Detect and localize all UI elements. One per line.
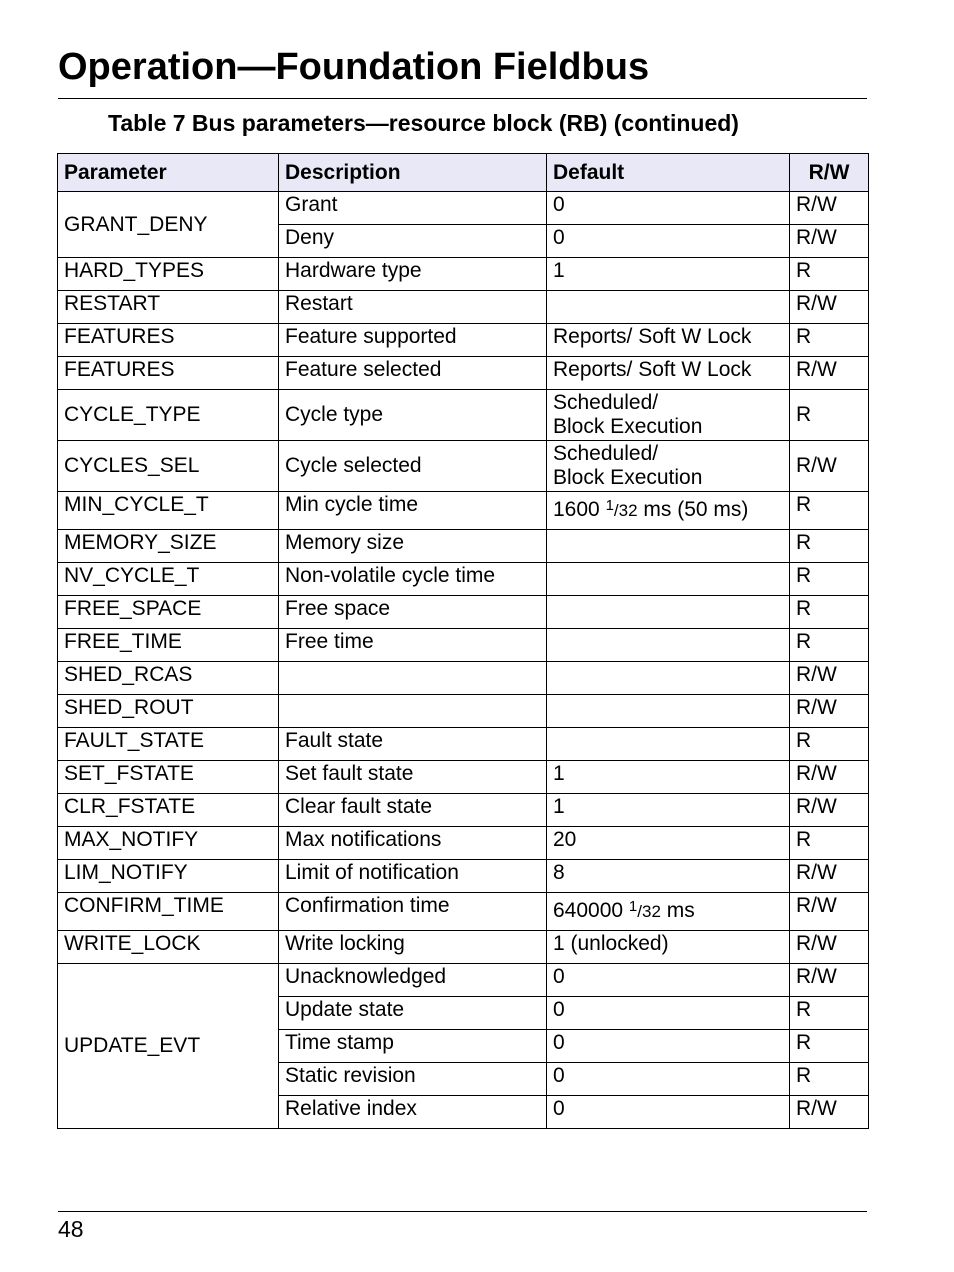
rw-cell: R bbox=[790, 728, 869, 761]
default-line: Scheduled/ bbox=[553, 391, 659, 414]
table-row bbox=[58, 441, 869, 492]
description-cell: Free time bbox=[279, 629, 547, 662]
rw-cell: R bbox=[790, 827, 869, 860]
table-row bbox=[58, 893, 869, 931]
description-cell: Set fault state bbox=[279, 761, 547, 794]
description-cell: Non-volatile cycle time bbox=[279, 563, 547, 596]
param-cell: UPDATE_EVT bbox=[58, 964, 279, 1129]
description-cell bbox=[279, 662, 547, 695]
default-cell: 8 bbox=[547, 860, 790, 893]
description-cell: Update state bbox=[279, 997, 547, 1030]
default-unit: ms bbox=[660, 899, 695, 922]
table-row bbox=[58, 492, 869, 530]
rw-cell: R/W bbox=[790, 695, 869, 728]
rw-cell: R bbox=[790, 629, 869, 662]
rw-cell: R/W bbox=[790, 860, 869, 893]
page-number: 48 bbox=[58, 1216, 84, 1242]
default-cell bbox=[547, 596, 790, 629]
param-cell: MIN_CYCLE_T bbox=[58, 492, 279, 530]
table-row bbox=[58, 258, 869, 291]
description-cell: Clear fault state bbox=[279, 794, 547, 827]
table-row bbox=[58, 761, 869, 794]
param-cell: FAULT_STATE bbox=[58, 728, 279, 761]
default-cell bbox=[547, 530, 790, 563]
rw-cell: R/W bbox=[790, 964, 869, 997]
param-cell: HARD_TYPES bbox=[58, 258, 279, 291]
rw-cell: R/W bbox=[790, 441, 869, 492]
table-row bbox=[58, 860, 869, 893]
description-cell: Restart bbox=[279, 291, 547, 324]
page-title: Operation—Foundation Fieldbus bbox=[58, 46, 650, 88]
table-row bbox=[58, 357, 869, 390]
default-cell bbox=[547, 629, 790, 662]
rw-cell: R bbox=[790, 563, 869, 596]
default-cell bbox=[547, 291, 790, 324]
description-cell: Free space bbox=[279, 596, 547, 629]
header-rw: R/W bbox=[790, 154, 869, 192]
default-number: 1600 bbox=[553, 498, 600, 521]
rw-cell: R/W bbox=[790, 931, 869, 964]
default-cell: 1 bbox=[547, 258, 790, 291]
param-cell: SET_FSTATE bbox=[58, 761, 279, 794]
param-cell: GRANT_DENY bbox=[58, 192, 279, 258]
rw-cell: R bbox=[790, 1063, 869, 1096]
fraction-numerator: 1 bbox=[628, 898, 638, 915]
table-row bbox=[58, 390, 869, 441]
default-cell bbox=[547, 728, 790, 761]
default-cell: 0 bbox=[547, 1030, 790, 1063]
rw-cell: R bbox=[790, 997, 869, 1030]
description-cell: Max notifications bbox=[279, 827, 547, 860]
default-line: Block Execution bbox=[553, 415, 703, 438]
default-cell: 1 bbox=[547, 761, 790, 794]
table-row bbox=[58, 695, 869, 728]
rw-cell: R/W bbox=[790, 357, 869, 390]
bus-parameters-table bbox=[57, 153, 869, 1129]
rw-cell: R/W bbox=[790, 794, 869, 827]
default-cell bbox=[547, 662, 790, 695]
table-row bbox=[58, 530, 869, 563]
rw-cell: R/W bbox=[790, 1096, 869, 1129]
description-cell: Write locking bbox=[279, 931, 547, 964]
param-cell: CYCLES_SEL bbox=[58, 441, 279, 492]
table-row bbox=[58, 192, 869, 225]
param-cell: CYCLE_TYPE bbox=[58, 390, 279, 441]
default-cell: 0 bbox=[547, 225, 790, 258]
param-cell: NV_CYCLE_T bbox=[58, 563, 279, 596]
default-cell: 0 bbox=[547, 997, 790, 1030]
default-line: Block Execution bbox=[553, 466, 703, 489]
description-cell: Min cycle time bbox=[279, 492, 547, 530]
description-cell: Static revision bbox=[279, 1063, 547, 1096]
rw-cell: R bbox=[790, 324, 869, 357]
table-caption: Table 7 Bus parameters—resource block (RB) (continued) bbox=[108, 110, 739, 136]
description-cell bbox=[279, 695, 547, 728]
param-cell: FREE_TIME bbox=[58, 629, 279, 662]
rw-cell: R bbox=[790, 1030, 869, 1063]
header-description: Description bbox=[279, 154, 547, 192]
fraction-denominator: /32 bbox=[637, 902, 661, 921]
table-row bbox=[58, 827, 869, 860]
default-cell: 20 bbox=[547, 827, 790, 860]
fraction-denominator: /32 bbox=[613, 501, 638, 520]
description-cell: Limit of notification bbox=[279, 860, 547, 893]
table-row bbox=[58, 662, 869, 695]
rw-cell: R/W bbox=[790, 662, 869, 695]
table-header-row bbox=[58, 154, 869, 192]
description-cell: Fault state bbox=[279, 728, 547, 761]
param-cell: CLR_FSTATE bbox=[58, 794, 279, 827]
default-number: 640000 bbox=[553, 899, 624, 922]
title-divider bbox=[58, 98, 867, 99]
table-row bbox=[58, 596, 869, 629]
header-default: Default bbox=[547, 154, 790, 192]
rw-cell: R bbox=[790, 492, 869, 530]
rw-cell: R bbox=[790, 390, 869, 441]
description-cell: Feature supported bbox=[279, 324, 547, 357]
footer-divider bbox=[58, 1211, 867, 1212]
default-cell bbox=[547, 695, 790, 728]
description-cell: Relative index bbox=[279, 1096, 547, 1129]
param-cell: FEATURES bbox=[58, 324, 279, 357]
default-cell: 0 bbox=[547, 964, 790, 997]
default-cell: Reports/ Soft W Lock bbox=[547, 357, 790, 390]
table-row bbox=[58, 291, 869, 324]
default-line: Scheduled/ bbox=[553, 442, 659, 465]
param-cell: FEATURES bbox=[58, 357, 279, 390]
rw-cell: R bbox=[790, 596, 869, 629]
default-cell: 1 (unlocked) bbox=[547, 931, 790, 964]
description-cell: Grant bbox=[279, 192, 547, 225]
rw-cell: R/W bbox=[790, 893, 869, 931]
description-cell: Cycle type bbox=[279, 390, 547, 441]
fraction-numerator: 1 bbox=[605, 497, 614, 514]
description-cell: Deny bbox=[279, 225, 547, 258]
default-cell: 1 bbox=[547, 794, 790, 827]
default-cell: 0 bbox=[547, 192, 790, 225]
rw-cell: R bbox=[790, 530, 869, 563]
description-cell: Feature selected bbox=[279, 357, 547, 390]
default-cell bbox=[547, 492, 790, 530]
description-cell: Time stamp bbox=[279, 1030, 547, 1063]
default-cell: Reports/ Soft W Lock bbox=[547, 324, 790, 357]
header-parameter: Parameter bbox=[58, 154, 279, 192]
default-cell: 0 bbox=[547, 1096, 790, 1129]
param-cell: WRITE_LOCK bbox=[58, 931, 279, 964]
description-cell: Memory size bbox=[279, 530, 547, 563]
table-row bbox=[58, 563, 869, 596]
default-cell bbox=[547, 563, 790, 596]
table-row bbox=[58, 964, 869, 997]
default-unit: ms (50 ms) bbox=[637, 498, 749, 521]
table-row bbox=[58, 629, 869, 662]
rw-cell: R/W bbox=[790, 761, 869, 794]
table-row bbox=[58, 794, 869, 827]
param-cell: SHED_ROUT bbox=[58, 695, 279, 728]
table-row bbox=[58, 931, 869, 964]
description-cell: Unacknowledged bbox=[279, 964, 547, 997]
default-cell bbox=[547, 390, 790, 441]
description-cell: Cycle selected bbox=[279, 441, 547, 492]
table-row bbox=[58, 324, 869, 357]
table-row bbox=[58, 728, 869, 761]
rw-cell: R/W bbox=[790, 192, 869, 225]
default-cell bbox=[547, 441, 790, 492]
default-cell: 0 bbox=[547, 1063, 790, 1096]
param-cell: MEMORY_SIZE bbox=[58, 530, 279, 563]
param-cell: CONFIRM_TIME bbox=[58, 893, 279, 931]
rw-cell: R/W bbox=[790, 291, 869, 324]
param-cell: FREE_SPACE bbox=[58, 596, 279, 629]
param-cell: LIM_NOTIFY bbox=[58, 860, 279, 893]
description-cell: Hardware type bbox=[279, 258, 547, 291]
param-cell: RESTART bbox=[58, 291, 279, 324]
rw-cell: R/W bbox=[790, 225, 869, 258]
default-cell bbox=[547, 893, 790, 931]
rw-cell: R bbox=[790, 258, 869, 291]
param-cell: SHED_RCAS bbox=[58, 662, 279, 695]
description-cell: Confirmation time bbox=[279, 893, 547, 931]
param-cell: MAX_NOTIFY bbox=[58, 827, 279, 860]
